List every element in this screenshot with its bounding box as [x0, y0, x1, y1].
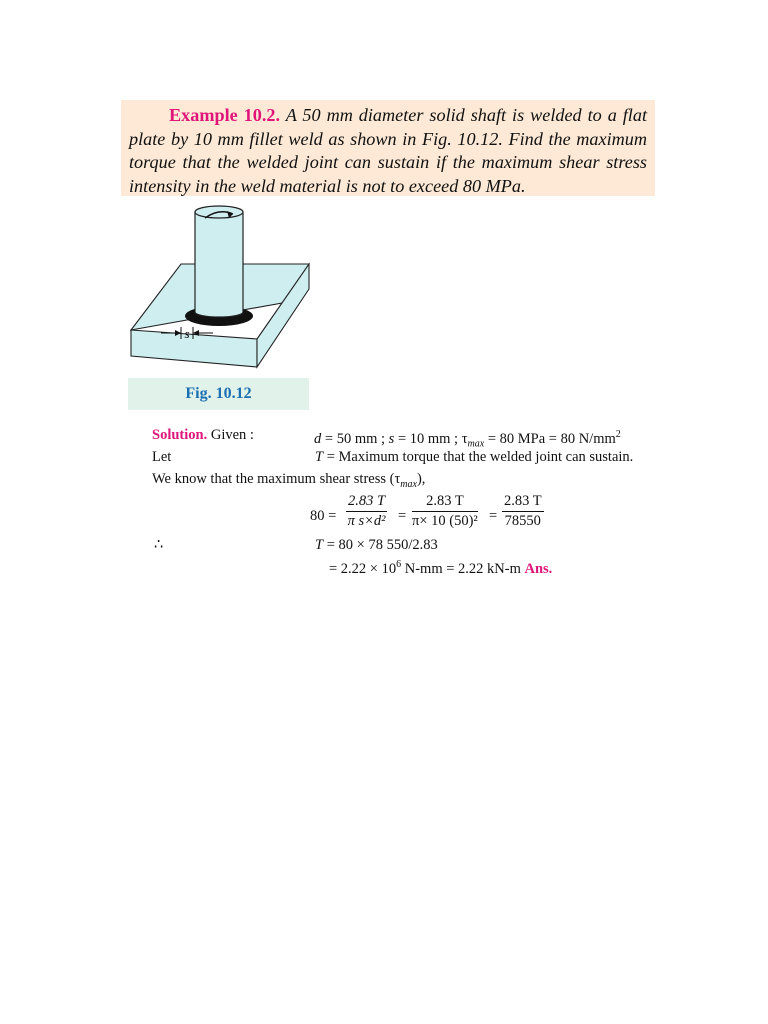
solution-heading	[152, 426, 254, 444]
fraction-2: $\frac{2.83 T}{\text{π× 10 (50)²}}$	[412, 493, 478, 529]
figure-caption: Fig. 10.12	[128, 378, 309, 410]
answer-label: Ans.	[524, 560, 553, 577]
welded-shaft-figure	[121, 196, 321, 376]
torque-definition: T = Maximum torque that the welded joint can sustain.	[315, 449, 634, 465]
final-answer-line: = $2.22 \times 10^6$ N-mm = 2.22 kN-m Ans.	[329, 559, 553, 577]
fraction-1: $\frac{2.83 T}{\text{π s×d²}}$	[347, 493, 386, 529]
shaft-body	[195, 212, 243, 312]
given-values: d = 50 mm ; s = 10 mm ; $\tau_{max} = 80$ MPa = 80 $N/mm^2$	[314, 429, 621, 450]
example-box	[121, 100, 655, 196]
torque-value-line: T = 80 × 78 550/2.83	[315, 537, 438, 553]
plate-front	[131, 330, 257, 367]
let-label: Let	[152, 449, 172, 465]
shear-stress-statement: We know that the maximum shear stress $(\tau_{max})$,	[152, 471, 426, 490]
given-label: Given :	[210, 427, 254, 443]
fraction-3: $\frac{2.83 T}{78550}$	[504, 493, 542, 529]
solution-label: Solution.	[152, 427, 208, 443]
example-label: Example 10.2.	[169, 105, 281, 125]
therefore-symbol: ∴	[154, 537, 164, 553]
equation-lhs: 80 =	[310, 508, 337, 524]
equals-sign-1: =	[398, 508, 407, 524]
equals-sign-2: =	[489, 508, 498, 524]
dim-label-s: s	[184, 326, 190, 341]
example-text: A 50 mm diameter solid shaft is welded to a flat plate by 10 mm fillet weld as shown in Fig. 10.12. Find the maximum torque that the welded joint can sustain if the maximum shear stress intensity in the weld material is not to exceed 80 MPa.	[129, 105, 648, 196]
